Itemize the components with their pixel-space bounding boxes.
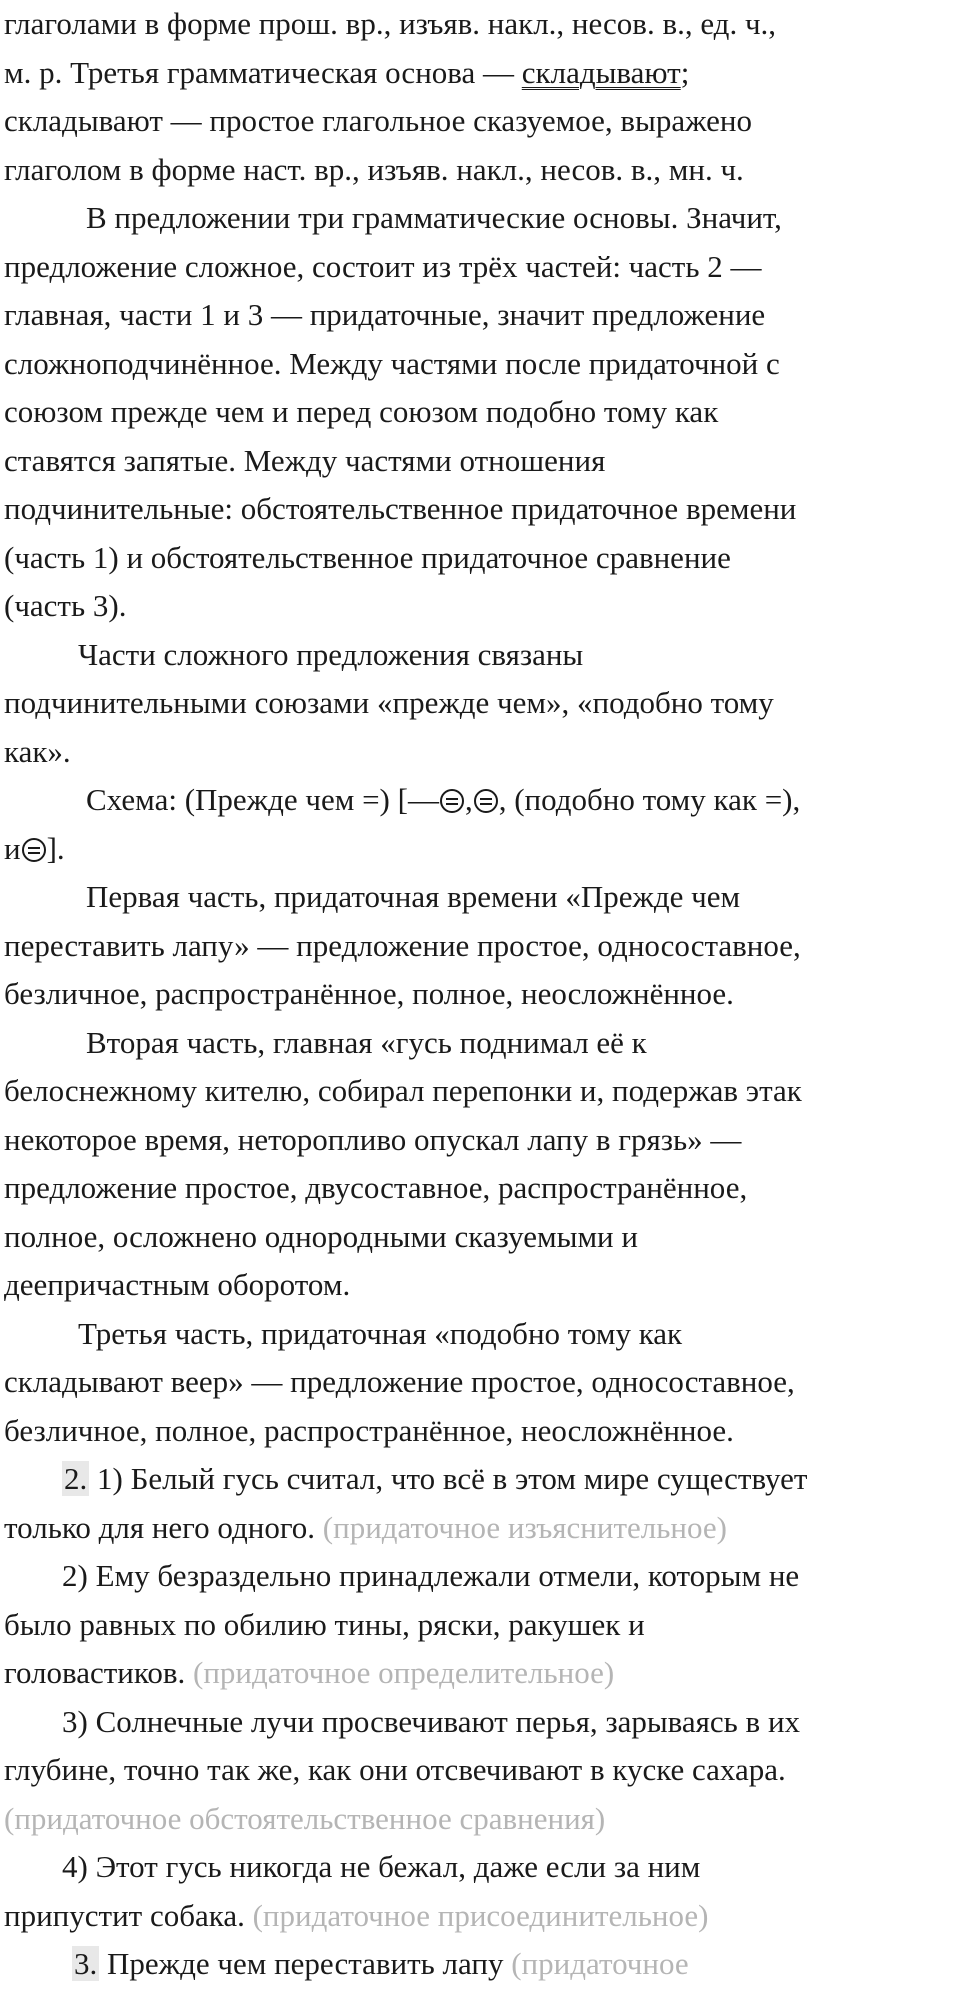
text-line: подчинительные: обстоятельственное придаточное времени [4,491,797,526]
text-line: предложение сложное, состоит из трёх частей: часть 2 — [4,249,762,284]
task-number: 3. [74,1946,98,1981]
text-line: припустит собака. (придаточное присоединительное) [4,1898,709,1933]
text-line: глаголами в форме прош. вр., изъяв. накл., несов. в., ед. ч., [4,6,777,41]
text-line: было равных по обилию тины, ряски, ракушек и [4,1607,645,1642]
clause-type-annotation: (придаточное определительное) [193,1655,615,1690]
task-2-item-4: 4) Этот гусь никогда не бежал, даже если за ним [62,1849,701,1884]
circled-equals-icon [440,789,464,813]
clause-type-annotation: (придаточное обстоятельственное сравнения) [4,1801,606,1836]
text-line: глубине, точно так же, как они отсвечивают в куске сахара. [4,1752,786,1787]
text-line: предложение простое, двусоставное, распространённое, [4,1170,748,1205]
text-line: глаголом в форме наст. вр., изъяв. накл., несов. в., мн. ч. [4,152,744,187]
circled-equals-icon [474,789,498,813]
text-line: ставятся запятые. Между частями отношения [4,443,606,478]
scheme-line: Схема: (Прежде чем =) [— , , (подобно тому как =), [86,782,801,817]
task-2-item-3: 3) Солнечные лучи просвечивают перья, зарываясь в их [62,1704,801,1739]
task-2-item-2: 2) Ему безраздельно принадлежали отмели, которым не [62,1558,800,1593]
text-line: полное, осложнено однородными сказуемыми и [4,1219,638,1254]
text-line: сложноподчинённое. Между частями после придаточной с [4,346,780,381]
circled-equals-icon [22,838,46,862]
clause-type-annotation: (придаточное изъяснительное) [322,1510,727,1545]
task-number: 2. [64,1461,88,1496]
text-line: (часть 1) и обстоятельственное придаточное сравнение [4,540,731,575]
text-line: м. р. Третья грамматическая основа — складывают; [4,55,690,90]
text-line: безличное, распространённое, полное, неосложнённое. [4,976,734,1011]
paragraph-start: Третья часть, придаточная «подобно тому как [78,1316,683,1351]
text-line: главная, части 1 и 3 — придаточные, значит предложение [4,297,766,332]
text-line: безличное, полное, распространённое, неосложнённое. [4,1413,734,1448]
paragraph-start: В предложении три грамматические основы. Значит, [86,200,782,235]
text-line: деепричастным оборотом. [4,1267,351,1302]
text-line: как». [4,734,71,769]
paragraph-start: Первая часть, придаточная времени «Прежде чем [86,879,741,914]
text-line: белоснежному кителю, собирал перепонки и, подержав этак [4,1073,802,1108]
text-line: (часть 3). [4,588,127,623]
text-line: переставить лапу» — предложение простое, односоставное, [4,928,801,963]
task-3-line: 3. Прежде чем переставить лапу (придаточное [74,1946,689,1981]
text-line: некоторое время, неторопливо опускал лапу в грязь» — [4,1122,742,1157]
underlined-word: складывают [521,55,681,90]
clause-type-annotation: (придаточное присоединительное) [252,1898,709,1933]
task-2-item-1: 2. 1) Белый гусь считал, что всё в этом мире существует [64,1461,808,1496]
scheme-line: и ]. [4,831,65,866]
text-line: только для него одного. (придаточное изъяснительное) [4,1510,727,1545]
text-line: союзом прежде чем и перед союзом подобно тому как [4,394,719,429]
clause-type-annotation: (придаточное [511,1946,689,1981]
text-line: складывают — простое глагольное сказуемое, выражено [4,103,752,138]
paragraph-start: Вторая часть, главная «гусь поднимал её к [86,1025,647,1060]
text-line: подчинительными союзами «прежде чем», «подобно тому [4,685,774,720]
text-line: головастиков. (придаточное определительное) [4,1655,615,1690]
paragraph-start: Части сложного предложения связаны [78,637,584,672]
text-line: складывают веер» — предложение простое, односоставное, [4,1364,795,1399]
